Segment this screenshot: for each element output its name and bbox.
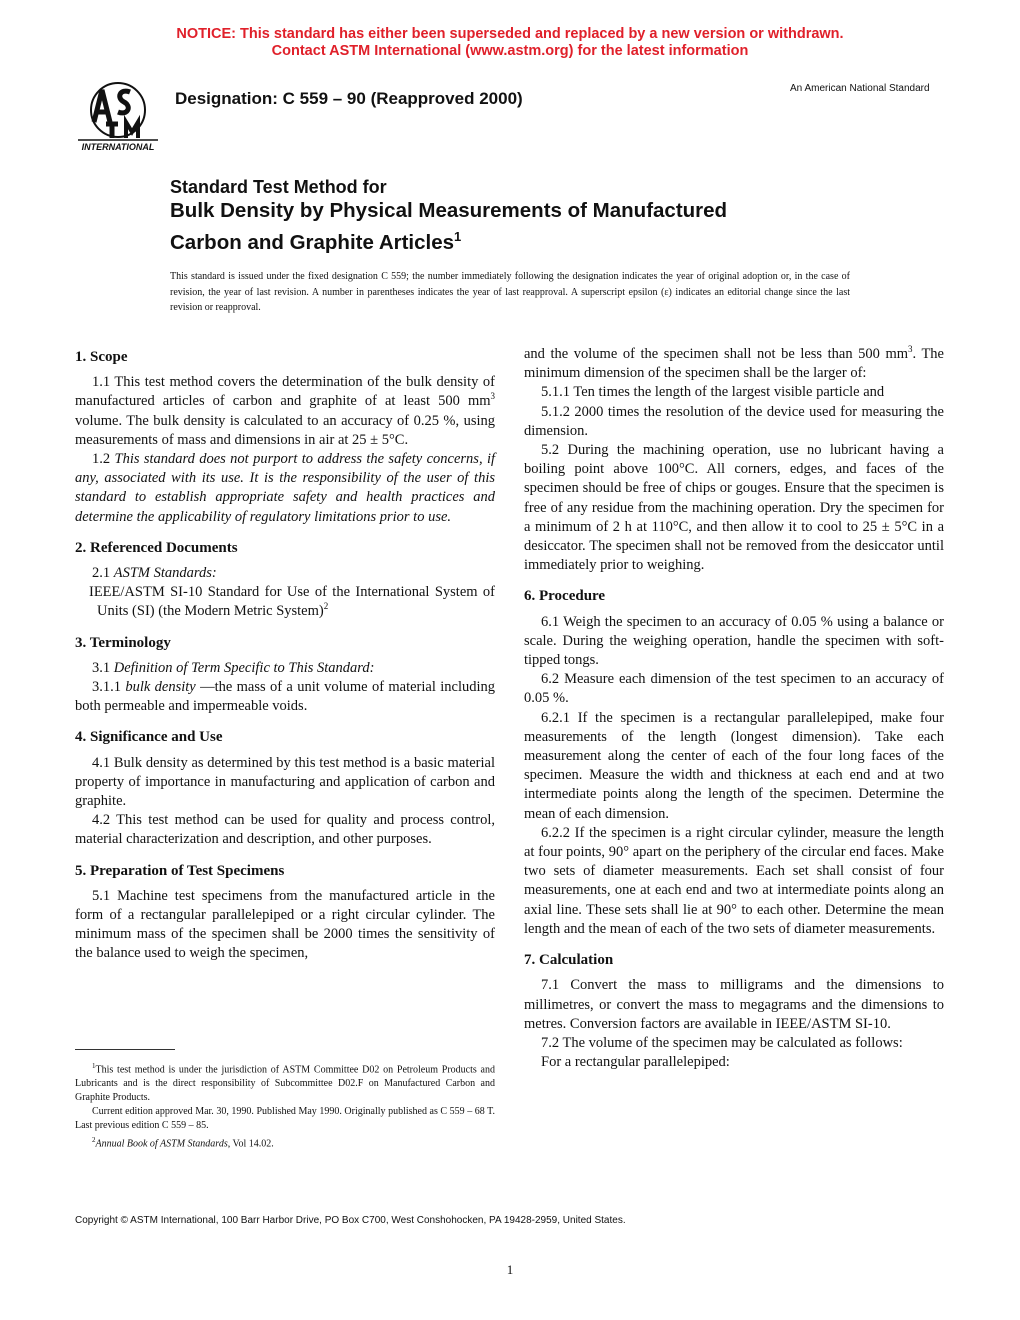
footnote-1-text: This test method is under the jurisdiction of ASTM Committee D02 on Petroleum Products and Lubricants and is the direct responsibility of Subcommittee D02.F on Manufactured Carbon and Graphite Products. — [75, 1064, 495, 1104]
designation: Designation: C 559 – 90 (Reapproved 2000) — [175, 89, 523, 108]
p-3-1-1-text: —the mass of a unit volume of material including both permeable and impermeable voids. — [75, 679, 495, 715]
p-ieee-sup: 2 — [323, 601, 329, 612]
astm-logo — [72, 76, 164, 156]
paragraph-6-1: 6.1 Weigh the specimen to an accuracy of 0.05 % using a balance or scale. During the weighing operation, handle the specimen with soft-tipped tongs. — [524, 613, 944, 669]
american-national-standard: An American National Standard — [790, 83, 930, 94]
footnote-1b: Current edition approved Mar. 30, 1990. Published May 1990. Originally published as C 559 – 68 T. Last previous edition C 559 – 85. — [75, 1106, 495, 1132]
paragraph-3-1-1 — [75, 678, 495, 716]
paragraph-5-1-2: 5.1.2 2000 times the resolution of the device used for measuring the dimension. — [524, 403, 944, 439]
notice-banner — [0, 26, 1020, 60]
footnote-2-title: Annual Book of ASTM Standards — [95, 1138, 228, 1150]
paragraph-4-1: 4.1 Bulk density as determined by this test method is a basic material property of importance in manufacturing and application of carbon and graphite. — [75, 754, 495, 810]
p-1-1-b: volume. The bulk density is calculated to an accuracy of 0.25 %, using measurements of mass and dimensions in air at 25 ± 5°C. — [75, 412, 495, 448]
p-1-2-text: This standard does not purport to address the safety concerns, if any, associated with its use. It is the responsibility of the user of this standard to establish appropriate safety and health practices and determine the applicability of regulatory limitations prior to use. — [75, 451, 495, 525]
p-2-1-text: ASTM Standards: — [113, 565, 217, 582]
page-number: 1 — [506, 1262, 514, 1277]
footnote-2-text: , Vol 14.02. — [227, 1138, 274, 1150]
p-3-1-num: 3.1 — [92, 659, 114, 676]
p-1-1-a: 1.1 This test method covers the determination of the bulk density of manufactured articles of carbon and graphite of at least 500 mm — [75, 374, 495, 410]
p-5-1-b: and the volume of the specimen shall not be less than 500 mm — [524, 346, 909, 362]
title-line-3-text: Carbon and Graphite Articles — [170, 230, 455, 254]
notice-line-2: Contact ASTM International (www.astm.org) for the latest information — [271, 43, 749, 59]
paragraph-1-1 — [75, 373, 495, 450]
footnote-1-mark: 1 — [92, 1062, 96, 1070]
section-heading: 5. Preparation of Test Specimens — [75, 862, 285, 879]
paragraph-6-2: 6.2 Measure each dimension of the test specimen to an accuracy of 0.05 %. — [524, 671, 944, 707]
paragraph-5-1: 5.1 Machine test specimens from the manufactured article in the form of a rectangular parallelepiped or a right circular cylinder. The minimum mass of the specimen shall be 2000 times the sensitivity of the balance used to weigh the specimen, — [75, 887, 495, 962]
section-heading: 6. Procedure — [524, 588, 606, 605]
p-2-1-num: 2.1 — [92, 565, 114, 582]
paragraph-7-2: 7.2 The volume of the specimen may be calculated as follows: — [541, 1034, 903, 1051]
paragraph-3-1 — [75, 659, 495, 678]
section-heading: 4. Significance and Use — [75, 729, 223, 746]
copyright: Copyright © ASTM International, 100 Barr Harbor Drive, PO Box C700, West Conshohocken, PA 19428-2959, United States. — [75, 1215, 626, 1226]
p-3-1-1-num: 3.1.1 — [92, 679, 126, 696]
notice-line-1: NOTICE: This standard has either been superseded and replaced by a new version or withdrawn. — [176, 26, 844, 42]
paragraph-4-2: 4.2 This test method can be used for quality and process control, material characterization and description, and other purposes. — [75, 812, 495, 848]
paragraph-ieee — [75, 583, 495, 621]
paragraph-5-1-1: 5.1.1 Ten times the length of the largest visible particle and — [541, 384, 885, 401]
paragraph-7-2-a: For a rectangular parallelepiped: — [541, 1054, 730, 1071]
title-line-2: Bulk Density by Physical Measurements of Manufactured — [170, 199, 728, 222]
paragraph-7-1: 7.1 Convert the mass to milligrams and the dimensions to millimetres, or convert the mass to megagrams and the dimensions to metres. Conversion factors are available in IEEE/ASTM SI-10. — [524, 977, 944, 1032]
paragraph-5-2: 5.2 During the machining operation, use no lubricant having a boiling point above 100°C. All corners, edges, and faces of the specimen should be free of chips or gouges. Ensure that the specimen is free of any residue from the machining operation. Dry the specimen for a minimum of 2 h at 110°C, and then allow it to cool to 25 ± 5°C in a desiccator. The specimen shall not be removed from the desiccator until immediately prior to weighing. — [524, 442, 944, 574]
p-ieee-text: IEEE/ASTM SI-10 Standard for Use of the International System of Units (SI) (the Modern Metric System) — [89, 584, 495, 620]
section-heading: 7. Calculation — [524, 952, 614, 969]
section-heading: 3. Terminology — [75, 634, 171, 651]
footnote-divider — [75, 1049, 175, 1050]
logo-text: INTERNATIONAL — [81, 142, 155, 152]
p-5-1-sup: 3 — [908, 344, 913, 355]
section-heading: 2. Referenced Documents — [75, 539, 238, 556]
footnote-2 — [75, 1133, 495, 1151]
title-footnote-mark: 1 — [454, 229, 462, 244]
document-title — [170, 176, 727, 256]
paragraph-1-2 — [75, 450, 495, 527]
issued-note: This standard is issued under the fixed designation C 559; the number immediately following the designation indicates the year of original adoption or, in the case of revision, the year of last revision. A number in parentheses indicates the year of last reapproval. A superscript epsilon (ε) indicates an editorial change since the last revision or reapproval. — [170, 271, 850, 313]
title-line-3 — [170, 224, 727, 256]
left-column — [75, 348, 495, 964]
right-column — [524, 345, 944, 1072]
footnote-2-mark: 2 — [92, 1136, 96, 1145]
astm-logo-icon — [72, 76, 164, 156]
p-5-1-c: . The minimum dimension of the specimen shall be the larger of: — [524, 346, 944, 382]
p-3-1-text: Definition of Term Specific to This Standard: — [113, 659, 375, 676]
p-3-1-1-term: bulk density — [125, 679, 196, 696]
p-1-1-sup: 3 — [490, 391, 495, 402]
p-1-2-num: 1.2 — [92, 451, 115, 468]
paragraph-2-1 — [75, 564, 495, 583]
paragraph-5-1-cont — [524, 345, 944, 383]
title-line-1: Standard Test Method for — [170, 177, 387, 197]
footnote-1 — [75, 1059, 495, 1105]
paragraph-6-2-1: 6.2.1 If the specimen is a rectangular parallelepiped, make four measurements of the length (longest dimension). Take each measurement along the center of each of the four long faces of the specimen. Measure the width and thickness at each end and at two intermediate points along the length of the specimen. Determine the mean of each dimension. — [524, 709, 944, 822]
section-heading: 1. Scope — [75, 349, 128, 365]
footnotes — [75, 1059, 495, 1152]
paragraph-6-2-2: 6.2.2 If the specimen is a right circular cylinder, measure the length at four points, 90° apart on the periphery of the circular end faces. Make two sets of diameter measurements. Each set shall consist of four measurements, one at each end and two at intermediate points along an axial line. These sets shall lie at 90° to each other. Determine the mean length and the mean of each of the two sets of diameter measurements. — [524, 824, 944, 937]
